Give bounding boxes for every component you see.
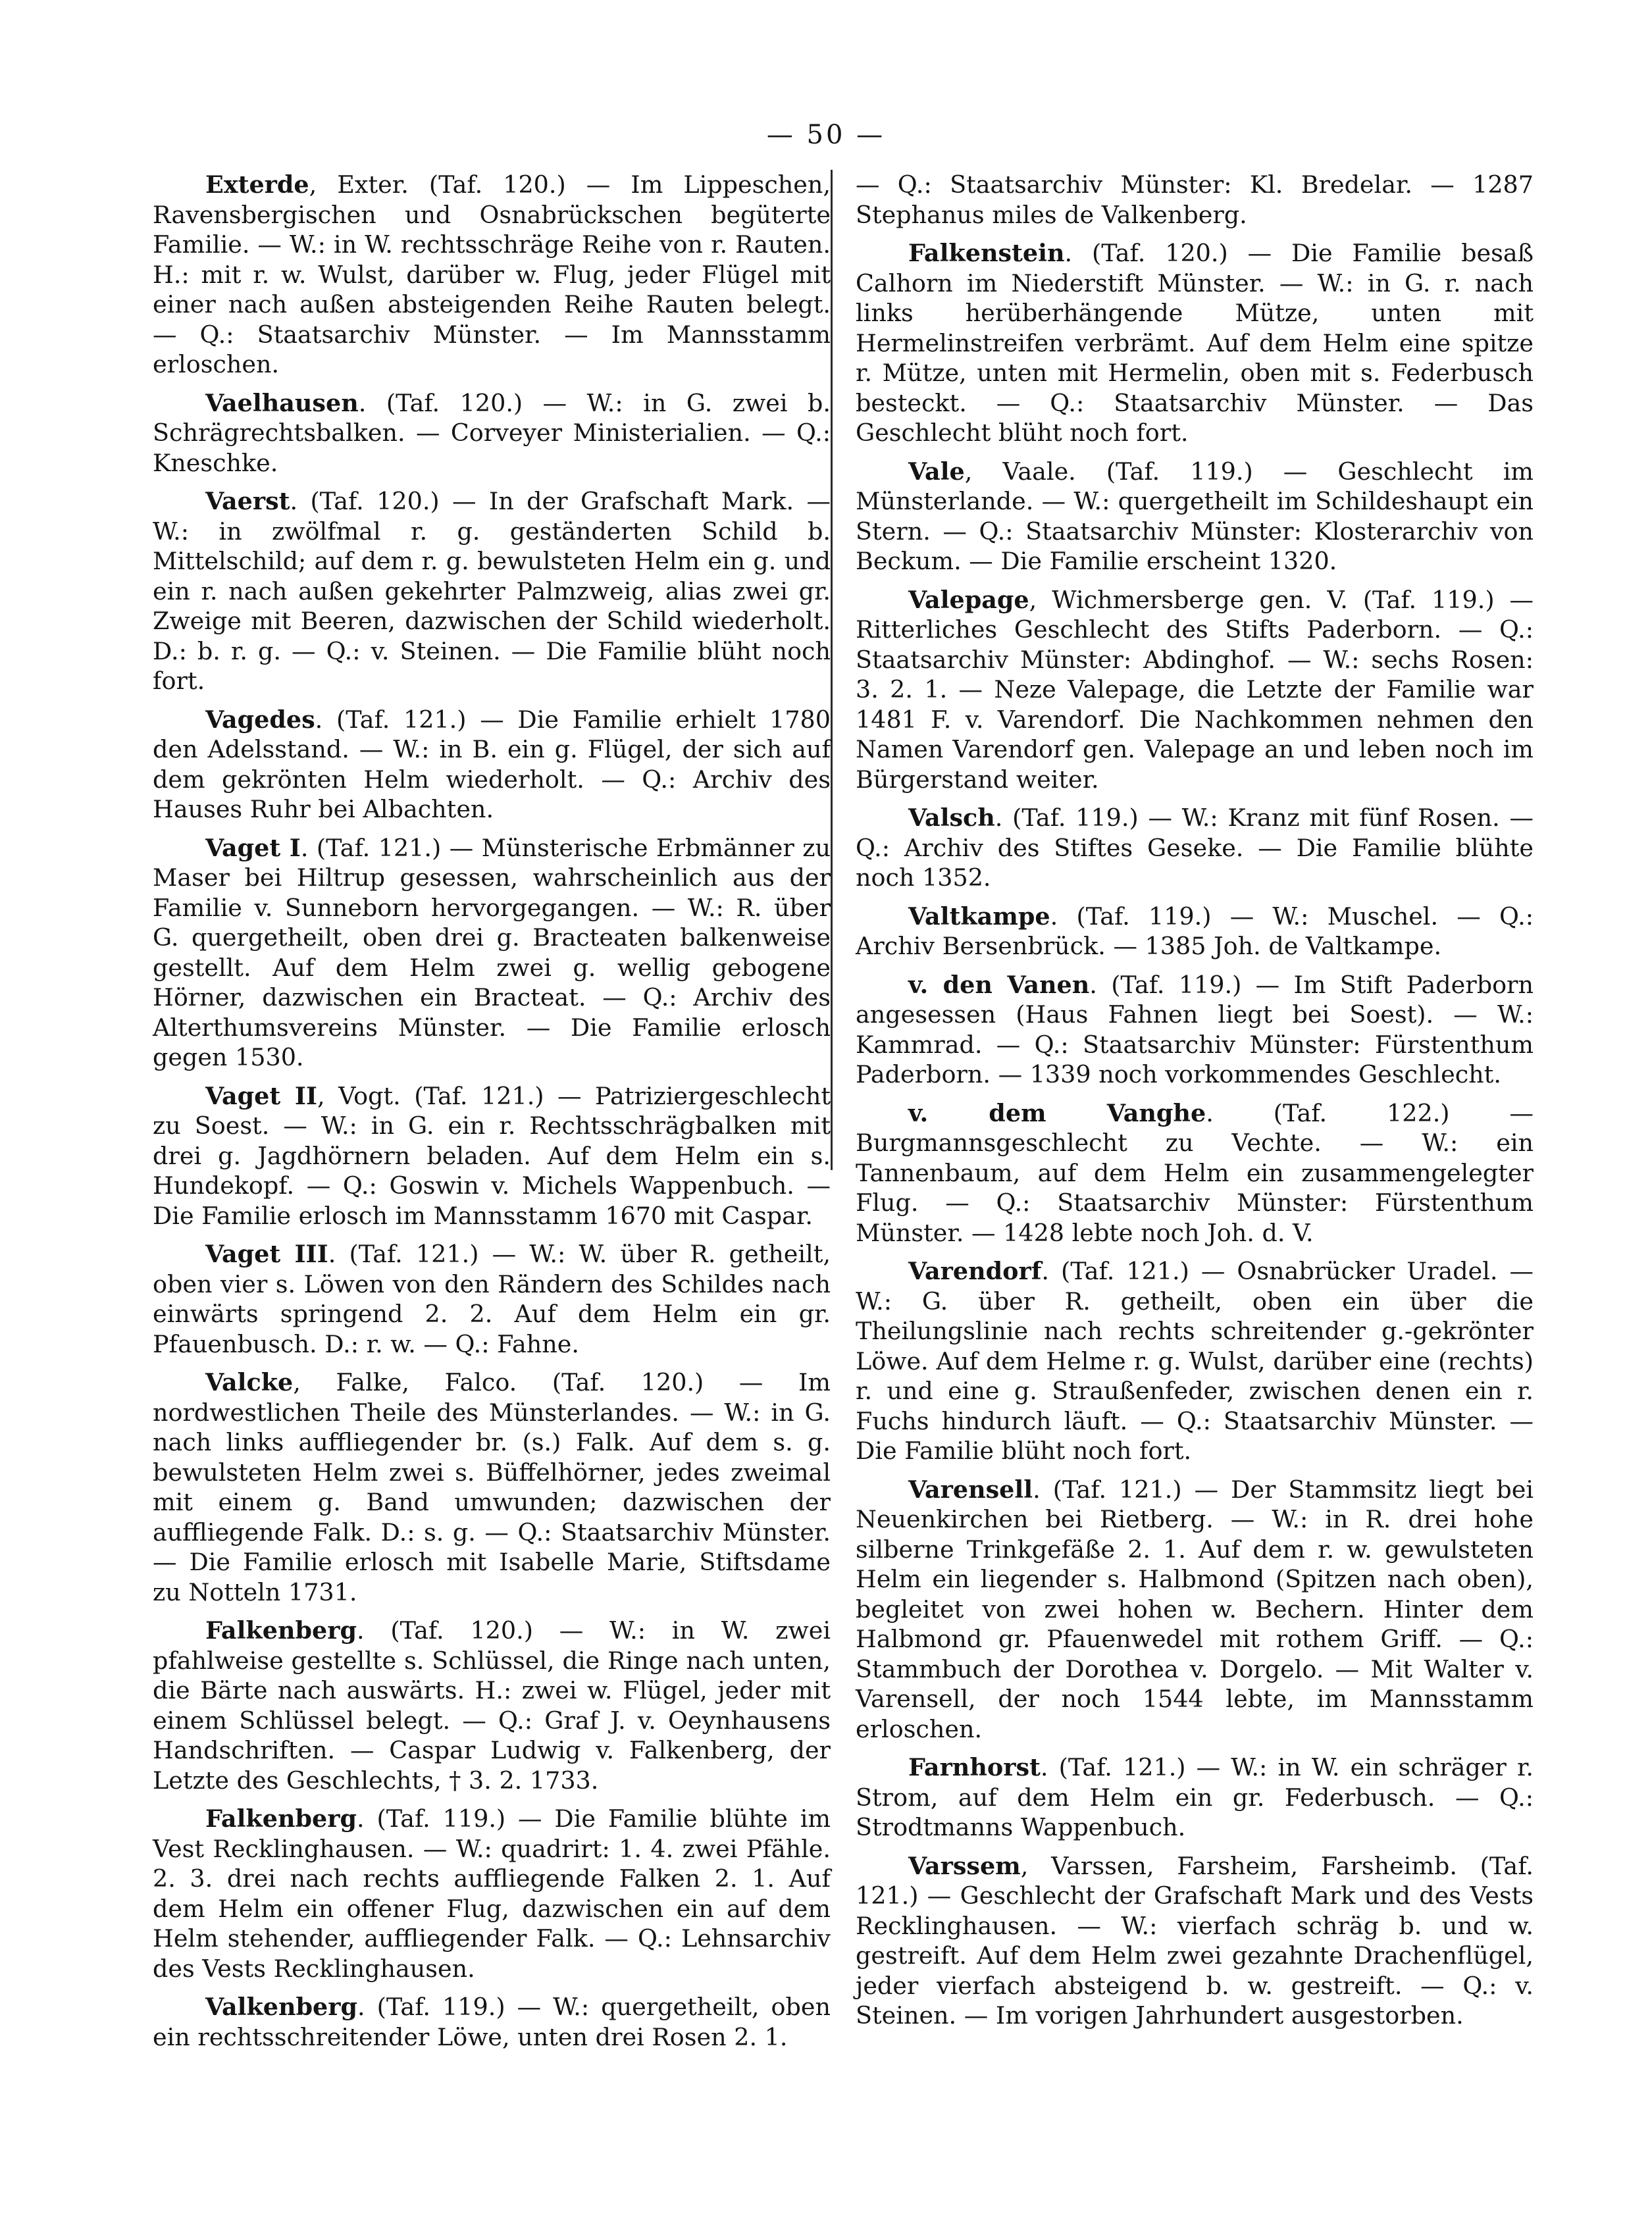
entry-text: . (Taf. 121.) — W.: in W. ein schräger r. Strom, auf dem Helm ein gr. Federbusch. — Q.: Strodtmanns Wappenbuch. bbox=[856, 1753, 1534, 1841]
entry-text: , Vogt. (Taf. 121.) — Patriziergeschlecht zu Soest. — W.: in G. ein r. Rechtsschrägbalken mit drei g. Jagdhörnern beladen. Auf dem Helm ein s. Hundekopf. — Q.: Goswin v. Michels Wappenbuch. — Die Familie erlosch im Mannsstamm 1670 mit Caspar. bbox=[153, 1081, 831, 1230]
entry-headword: v. den Vanen bbox=[908, 970, 1090, 999]
entry-headword: Vagedes bbox=[205, 705, 315, 734]
entry-varendorf bbox=[856, 1256, 1534, 1466]
entry-headword: Valkenberg bbox=[205, 1993, 358, 2021]
column-divider bbox=[831, 170, 833, 1170]
entry-text: . (Taf. 121.) — Die Familie erhielt 1780 den Adelsstand. — W.: in B. ein g. Flügel, der sich auf dem gekrönten Helm wiederholt. — Q.: Archiv des Hauses Ruhr bei Albachten. bbox=[153, 705, 831, 823]
entry-varssem bbox=[856, 1851, 1534, 2031]
entry-falkenberg-120 bbox=[153, 1616, 831, 1795]
entry-headword: Vale bbox=[908, 457, 965, 486]
entry-headword: Falkenberg bbox=[205, 1804, 357, 1833]
entry-headword: Varssem bbox=[908, 1851, 1021, 1880]
entry-valepage bbox=[856, 585, 1534, 795]
entry-text: . (Taf. 120.) — W.: in W. zwei pfahlweise gestellte s. Schlüssel, die Ringe nach unten, die Bärte nach auswärts. H.: zwei w. Flügel, jeder mit einem Schlüssel belegt. — Q.: Graf J. v. Oeynhausens Handschriften. — Caspar Ludwig v. Falkenberg, der Letzte des Geschlechts, † 3. 2. 1733. bbox=[153, 1616, 831, 1795]
entry-text: . (Taf. 120.) — W.: in G. zwei b. Schrägrechtsbalken. — Corveyer Ministerialien. — Q.: Kneschke. bbox=[153, 388, 831, 477]
right-column bbox=[856, 170, 1534, 2039]
entry-valkenberg bbox=[153, 1992, 831, 2052]
entry-headword: Vaget III bbox=[205, 1240, 328, 1268]
entry-headword: Valepage bbox=[908, 585, 1029, 614]
entry-vaget-1 bbox=[153, 833, 831, 1073]
entry-text: . (Taf. 121.) — Osnabrücker Uradel. — W.: G. über R. getheilt, oben ein über die Theilungslinie nach rechts schreitender g.-gekrönter Löwe. Auf dem Helme r. g. Wulst, darüber eine (rechts) r. und eine g. Straußenfeder, zwischen denen ein r. Fuchs hindurch läuft. — Q.: Staatsarchiv Münster. — Die Familie blüht noch fort. bbox=[856, 1257, 1534, 1465]
entry-text: , Falke, Falco. (Taf. 120.) — Im nordwestlichen Theile des Münsterlandes. — W.: in G. nach links auffliegender br. (s.) Falk. Auf dem s. g. bewulsteten Helm zwei s. Büffelhörner, jedes zweimal mit einem g. Band umwunden; dazwischen der auffliegende Falk. D.: s. g. — Q.: Staatsarchiv Münster. — Die Familie erlosch mit Isabelle Marie, Stiftsdame zu Notteln 1731. bbox=[153, 1368, 831, 1606]
entry-text: , Wichmersberge gen. V. (Taf. 119.) — Ritterliches Geschlecht des Stifts Paderborn. — Q.: Staatsarchiv Münster: Abdinghof. — W.: sechs Rosen: 3. 2. 1. — Neze Valepage, die Letzte der Familie war 1481 F. v. Varendorf. Die Nachkommen nehmen den Namen Varendorf gen. Valepage an und leben noch im Bürgerstand weiter. bbox=[856, 585, 1534, 794]
entry-text: . (Taf. 122.) — Burgmannsgeschlecht zu Vechte. — W.: ein Tannenbaum, auf dem Helm ein zusammengelegter Flug. — Q.: Staatsarchiv Münster: Fürstenthum Münster. — 1428 lebte noch Joh. d. V. bbox=[856, 1098, 1534, 1247]
entry-text: . (Taf. 120.) — In der Grafschaft Mark. — W.: in zwölfmal r. g. geständerten Schild b. Mittelschild; auf dem r. g. bewulsteten Helm ein g. und ein r. nach außen gekehrter Palmzweig, alias zwei gr. Zweige mit Beeren, dazwischen der Schild wiederholt. D.: b. r. g. — Q.: v. Steinen. — Die Familie blüht noch fort. bbox=[153, 487, 831, 695]
entry-vagedes bbox=[153, 705, 831, 825]
entry-headword: Varensell bbox=[908, 1475, 1033, 1504]
entry-valcke bbox=[153, 1368, 831, 1607]
entry-text: . (Taf. 121.) — Der Stammsitz liegt bei Neuenkirchen bei Rietberg. — W.: in R. drei hohe silberne Trinkgefäße 2. 1. Auf dem r. w. gewulsteten Helm ein liegender s. Halbmond (Spitzen nach oben), begleitet von zwei hohen w. Bechern. Hinter dem Halbmond gr. Pfauenwedel mit rothem Griff. — Q.: Stammbuch der Dorothea v. Dorgelo. — Mit Walter v. Varensell, der noch 1544 lebte, im Mannsstamm erloschen. bbox=[856, 1475, 1534, 1743]
entry-text: . (Taf. 119.) — W.: quergetheilt, oben ein rechtsschreitender Löwe, unten drei Rosen 2. 1. bbox=[153, 1993, 831, 2051]
entry-headword: Vaelhausen bbox=[205, 388, 359, 417]
entry-text: . (Taf. 121.) — W.: W. über R. getheilt, oben vier s. Löwen von den Rändern des Schildes nach einwärts springend 2. 2. Auf dem Helm ein gr. Pfauenbusch. D.: r. w. — Q.: Fahne. bbox=[153, 1240, 831, 1358]
entry-headword: Valcke bbox=[205, 1368, 294, 1396]
entry-v-dem-vanghe bbox=[856, 1098, 1534, 1248]
entry-text: . (Taf. 119.) — W.: Kranz mit fünf Rosen. — Q.: Archiv des Stiftes Geseke. — Die Familie blühte noch 1352. bbox=[856, 804, 1534, 892]
entry-falkenberg-119 bbox=[153, 1804, 831, 1983]
entry-headword: v. dem Vanghe bbox=[908, 1098, 1206, 1127]
entry-text: . (Taf. 119.) — Die Familie blühte im Vest Recklinghausen. — W.: quadrirt: 1. 4. zwei Pfähle. 2. 3. drei nach rechts auffliegende Falken 2. 1. Auf dem Helm ein offener Flug, dazwischen ein auf dem Helm stehender, auffliegender Falk. — Q.: Lehnsarchiv des Vests Recklinghausen. bbox=[153, 1804, 831, 1983]
entry-text: — Q.: Staatsarchiv Münster: Kl. Bredelar. — 1287 Stephanus miles de Valkenberg. bbox=[856, 170, 1534, 229]
entry-valsch bbox=[856, 803, 1534, 893]
entry-text: . (Taf. 120.) — Die Familie besaß Calhorn im Niederstift Münster. — W.: in G. r. nach links herüberhängende Mütze, unten mit Hermelinstreifen verbrämt. Auf dem Helm eine spitze r. Mütze, unten mit Hermelin, oben mit s. Federbusch besteckt. — Q.: Staatsarchiv Münster. — Das Geschlecht blüht noch fort. bbox=[856, 239, 1534, 447]
entry-text: , Vaale. (Taf. 119.) — Geschlecht im Münsterlande. — W.: quergetheilt im Schildeshaupt ein Stern. — Q.: Staatsarchiv Münster: Klosterarchiv von Beckum. — Die Familie erscheint 1320. bbox=[856, 457, 1534, 575]
left-column bbox=[153, 170, 831, 2060]
entry-farnhorst bbox=[856, 1752, 1534, 1843]
entry-vaerst bbox=[153, 486, 831, 696]
entry-headword: Vaget II bbox=[205, 1081, 317, 1110]
entry-text: . (Taf. 119.) — W.: Muschel. — Q.: Archiv Bersenbrück. — 1385 Joh. de Valtkampe. bbox=[856, 902, 1534, 960]
entry-headword: Falkenstein bbox=[908, 239, 1065, 267]
entry-vaget-2 bbox=[153, 1081, 831, 1231]
entry-text: . (Taf. 119.) — Im Stift Paderborn angesessen (Haus Fahnen liegt bei Soest). — W.: Kammrad. — Q.: Staatsarchiv Münster: Fürstenthum Paderborn. — 1339 noch vorkommendes Geschlecht. bbox=[856, 970, 1534, 1088]
entry-headword: Vaerst bbox=[205, 487, 290, 515]
entry-vale bbox=[856, 457, 1534, 576]
entry-text: . (Taf. 121.) — Münsterische Erbmänner zu Maser bei Hiltrup gesessen, wahrscheinlich aus der Familie v. Sunneborn hervorgegangen. — W.: R. über G. quergetheilt, oben drei g. Bracteaten balkenweise gestellt. Auf dem Helm zwei g. wellig gebogene Hörner, dazwischen ein Bracteat. — Q.: Archiv des Alterthumsvereins Münster. — Die Familie erlosch gegen 1530. bbox=[153, 833, 831, 1071]
entry-headword: Farnhorst bbox=[908, 1753, 1041, 1781]
entry-headword: Valtkampe bbox=[908, 902, 1050, 931]
entry-valtkampe bbox=[856, 902, 1534, 961]
entry-headword: Exterde bbox=[205, 170, 309, 199]
entry-text: , Varssen, Farsheim, Farsheimb. (Taf. 121.) — Geschlecht der Grafschaft Mark und des Vests Recklinghausen. — W.: vierfach schräg b. und w. gestreift. Auf dem Helm zwei gezahnte Drachenflügel, jeder vierfach absteigend b. w. gestreift. — Q.: v. Steinen. — Im vorigen Jahrhundert ausgestorben. bbox=[856, 1851, 1534, 2030]
entry-headword: Falkenberg bbox=[205, 1616, 357, 1645]
entry-vaelhausen bbox=[153, 388, 831, 478]
entry-exterde bbox=[153, 170, 831, 380]
entry-headword: Varendorf bbox=[908, 1257, 1042, 1285]
entry-v-den-vanen bbox=[856, 970, 1534, 1090]
entry-valkenberg-continued bbox=[856, 170, 1534, 230]
entry-vaget-3 bbox=[153, 1239, 831, 1359]
entry-text: , Exter. (Taf. 120.) — Im Lippeschen, Ravensbergischen und Osnabrückschen begüterte Familie. — W.: in W. rechtsschräge Reihe von r. Rauten. H.: mit r. w. Wulst, darüber w. Flug, jeder Flügel mit einer nach außen absteigenden Reihe Rauten belegt. — Q.: Staatsarchiv Münster. — Im Mannsstamm erloschen. bbox=[153, 170, 831, 378]
entry-varensell bbox=[856, 1475, 1534, 1745]
page-number: — 50 — bbox=[766, 120, 886, 150]
entry-headword: Vaget I bbox=[205, 833, 301, 862]
entry-falkenstein bbox=[856, 238, 1534, 448]
entry-headword: Valsch bbox=[908, 804, 995, 832]
